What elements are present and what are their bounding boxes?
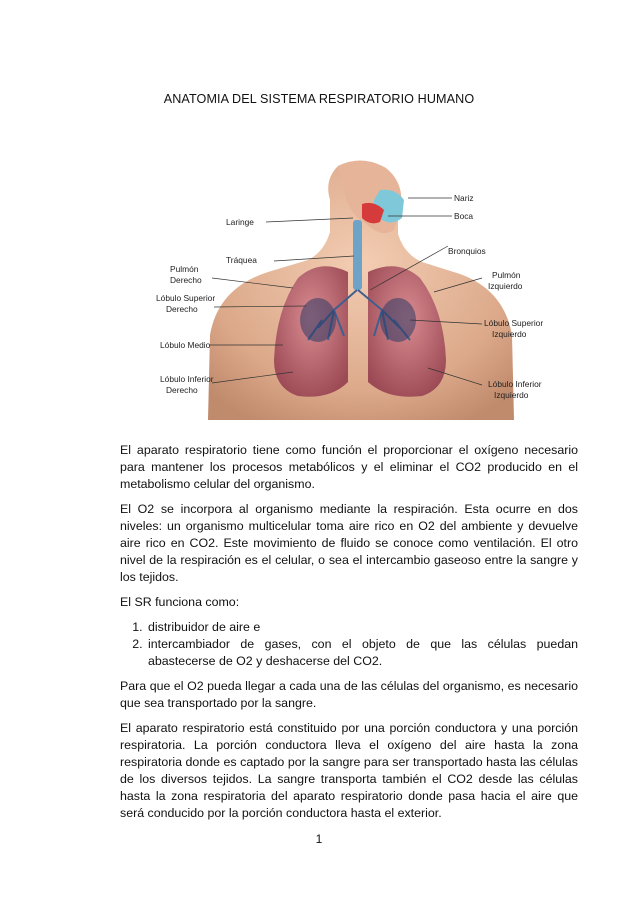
- anatomy-illustration: [148, 160, 558, 420]
- label-nariz: Nariz: [454, 193, 474, 203]
- label-pulmon-izq-2: Izquierdo: [488, 281, 523, 291]
- label-lobulo-sup-der-2: Derecho: [166, 304, 198, 314]
- paragraph-5: El aparato respiratorio está constituido por una porción conductora y una porción respiratoria. La porción conductora lleva el oxígeno del aire hasta la zona respiratoria donde es captado por la sangre para ser transportado hasta las células de los diversos tejidos. La sangre transporta también el CO2 desde las células hasta la zona respiratoria del aparato respiratorio donde pasa hacia el aire que será conducido por la porción conductora hasta el exterior.: [120, 721, 578, 820]
- label-pulmon-derecho-2: Derecho: [170, 275, 202, 285]
- label-lobulo-medio: Lóbulo Medio: [160, 340, 211, 350]
- label-lobulo-sup-izq-2: Izquierdo: [492, 329, 527, 339]
- trachea-shape: [353, 220, 362, 290]
- label-lobulo-sup-izq-1: Lóbulo Superior: [484, 318, 544, 328]
- paragraph-3: El SR funciona como:: [120, 595, 240, 609]
- list-item: 2. intercambiador de gases, con el objeto de que las células puedan abastecerse de O2 y deshacerse del CO2.: [146, 636, 578, 670]
- function-list: [120, 619, 578, 670]
- label-lobulo-sup-der-1: Lóbulo Superior: [156, 293, 216, 303]
- label-bronquios: Bronquios: [448, 246, 486, 256]
- page-number: 1: [315, 832, 323, 846]
- label-lobulo-inf-izq-2: Izquierdo: [494, 390, 529, 400]
- label-traquea: Tráquea: [226, 255, 257, 265]
- page-title: ANATOMIA DEL SISTEMA RESPIRATORIO HUMANO: [163, 92, 475, 106]
- label-boca: Boca: [454, 211, 474, 221]
- list-item: 1. distribuidor de aire e: [146, 619, 578, 636]
- label-pulmon-izq-1: Pulmón: [492, 270, 521, 280]
- label-lobulo-inf-izq-1: Lóbulo Inferior: [488, 379, 542, 389]
- respiratory-anatomy-figure: [148, 160, 558, 420]
- label-lobulo-inf-der-1: Lóbulo Inferior: [160, 374, 214, 384]
- label-lobulo-inf-der-2: Derecho: [166, 385, 198, 395]
- paragraph-4: Para que el O2 pueda llegar a cada una de las células del organismo, es necesario que sea transportado por la sangre.: [120, 679, 578, 710]
- paragraph-2: El O2 se incorpora al organismo mediante la respiración. Esta ocurre en dos niveles: un organismo multicelular toma aire rico en O2 del ambiente y devuelve aire rico en CO2. Este movimiento de fluido se conoce como ventilación. El otro nivel de la respiración es el celular, o sea el intercambio gaseoso entre la sangre y los tejidos.: [120, 502, 578, 584]
- label-pulmon-derecho-1: Pulmón: [170, 264, 199, 274]
- paragraph-1: El aparato respiratorio tiene como función el proporcionar el oxígeno necesario para mantener los procesos metabólicos y el eliminar el CO2 producido en el metabolismo celular del organismo.: [120, 443, 578, 491]
- body-text: [120, 442, 578, 830]
- label-laringe: Laringe: [226, 217, 254, 227]
- right-bronchi-cluster: [300, 298, 336, 342]
